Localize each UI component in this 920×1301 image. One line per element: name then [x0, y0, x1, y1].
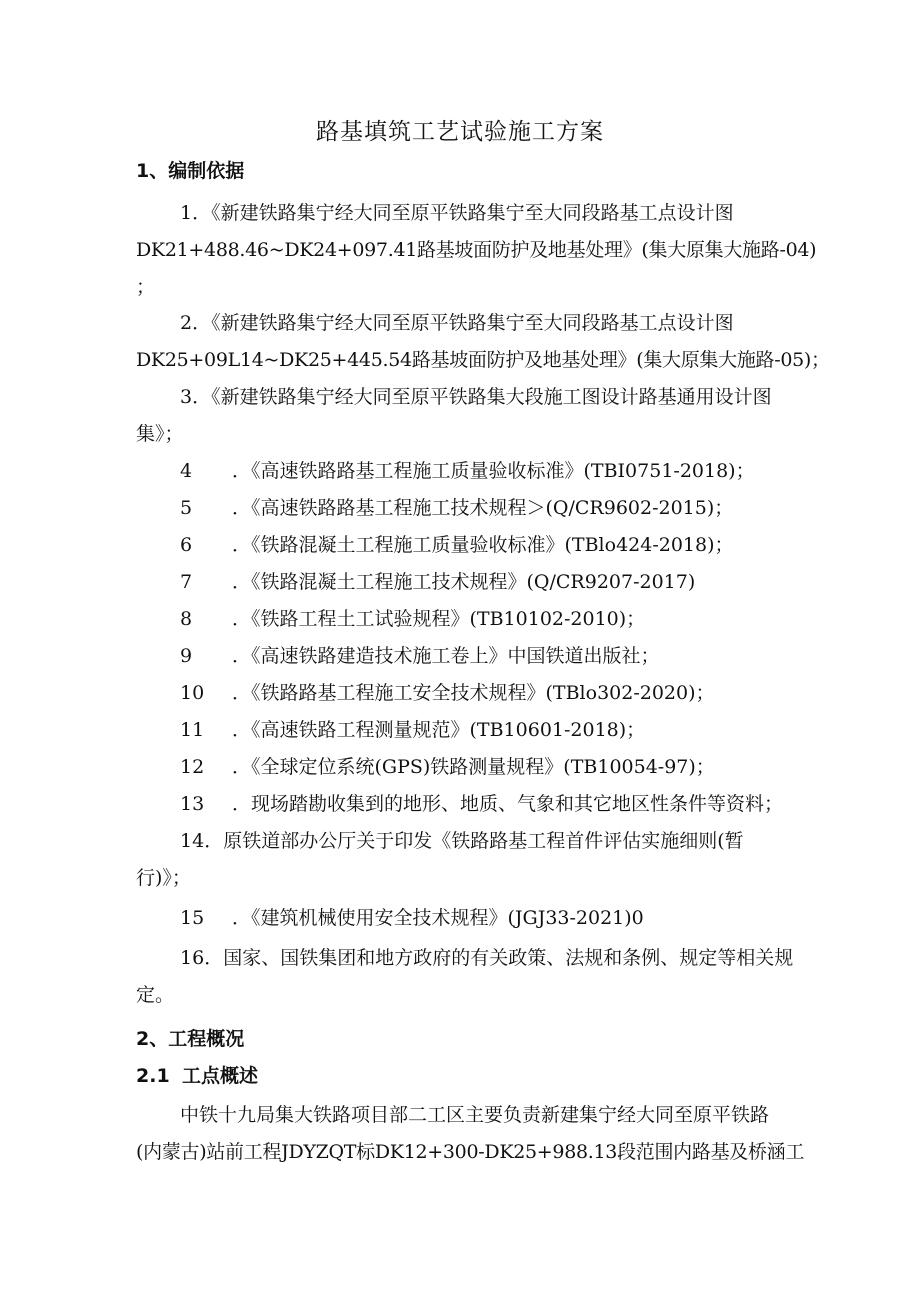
item-text: ．《新建铁路集宁经大同至原平铁路集宁至大同段路基工点设计图 [192, 202, 734, 224]
body-paragraph [136, 1097, 820, 1171]
list-item [180, 638, 660, 675]
list-item [136, 940, 820, 1014]
list-item [180, 712, 645, 749]
item-text: DK21+488.46~DK24+097.41路基坡面防护及地基处理》(集大原集大施路-04) [136, 239, 817, 261]
list-item [180, 601, 645, 638]
list-item [180, 749, 715, 786]
list-item [180, 564, 695, 601]
item-number: 16 [180, 947, 205, 969]
item-number: 4 [180, 460, 193, 482]
item-number: 12 [180, 756, 205, 778]
paragraph-text: (内蒙古)站前工程JDYZQT标DK12+300-DK25+988.13段范围内路基及桥涵工 [136, 1141, 805, 1163]
item-number: 14 [180, 830, 205, 852]
item-text: ．《高速铁路路基工程施工质量验收标准》(TBI0751-2018)； [232, 460, 755, 482]
item-text: ．现场踏勘收集到的地形、地质、气象和其它地区性条件等资料； [232, 793, 784, 815]
page-title: 路基填筑工艺试验施工方案 [316, 119, 604, 145]
item-text: ．《高速铁路路基工程施工技术规程＞(Q/CR9602-2015)； [232, 497, 734, 519]
item-number: 7 [180, 571, 193, 593]
item-text: 行)》； [136, 867, 191, 889]
item-number: 6 [180, 534, 193, 556]
item-text: ．《高速铁路建造技术施工卷上》中国铁道出版社； [232, 645, 660, 667]
item-number: 10 [180, 682, 205, 704]
item-number: 11 [180, 719, 205, 741]
item-number: 5 [180, 497, 193, 519]
item-text: 定。 [136, 984, 175, 1006]
item-number: 9 [180, 645, 193, 667]
list-item [180, 786, 783, 823]
list-item [136, 195, 820, 306]
item-text: ．《建筑机械使用安全技术规程》(JGJ33-2021)0 [232, 907, 644, 929]
list-item [180, 900, 644, 937]
item-text: ．《全球定位系统(GPS)铁路测量规程》(TB10054-97)； [232, 756, 715, 778]
item-text: 集》； [136, 423, 184, 445]
item-text: ．《铁路工程土工试验规程》(TB10102-2010)； [232, 608, 646, 630]
item-text: ．《铁路混凝土工程施工技术规程》(Q/CR9207-2017) [232, 571, 696, 593]
paragraph-text: 中铁十九局集大铁路项目部二工区主要负责新建集宁经大同至原平铁路 [180, 1104, 770, 1126]
section-heading-basis: 1、编制依据 [136, 160, 245, 182]
subsection-number: 2.1 [136, 1065, 170, 1087]
item-text: ．《铁路混凝土工程施工质量验收标准》(TBlo424-2018)； [232, 534, 734, 556]
item-text: ．国家、国铁集团和地方政府的有关政策、法规和条例、规定等相关规 [204, 947, 794, 969]
list-item [136, 305, 830, 379]
item-number: 3 [180, 386, 193, 408]
subsection-heading [136, 1061, 258, 1088]
list-item [180, 527, 734, 564]
item-text: ．《新建铁路集宁经大同至原平铁路集宁至大同段路基工点设计图 [192, 312, 734, 334]
item-text: ．《新建铁路集宁经大同至原平铁路集大段施工图设计路基通用设计图 [192, 386, 772, 408]
item-number: 13 [180, 793, 205, 815]
list-item [136, 823, 820, 897]
subsection-title: 工点概述 [182, 1065, 259, 1087]
item-text: ．原铁道部办公厅关于印发《铁路路基工程首件评估实施细则(暂 [204, 830, 744, 852]
list-item [180, 490, 733, 527]
item-number: 1 [180, 202, 193, 224]
list-item [180, 453, 755, 490]
item-text: DK25+09L14~DK25+445.54路基坡面防护及地基处理》(集大原集大施路-05)； [136, 349, 830, 371]
item-text: ； [136, 276, 156, 298]
item-number: 8 [180, 608, 193, 630]
item-number: 15 [180, 907, 205, 929]
list-item [180, 675, 715, 712]
list-item [136, 379, 820, 453]
section-heading-overview: 2、工程概况 [136, 1028, 245, 1050]
item-text: ．《铁路路基工程施工安全技术规程》(TBlo302-2020)； [232, 682, 715, 704]
item-number: 2 [180, 312, 193, 334]
item-text: ．《高速铁路工程测量规范》(TB10601-2018)； [232, 719, 646, 741]
